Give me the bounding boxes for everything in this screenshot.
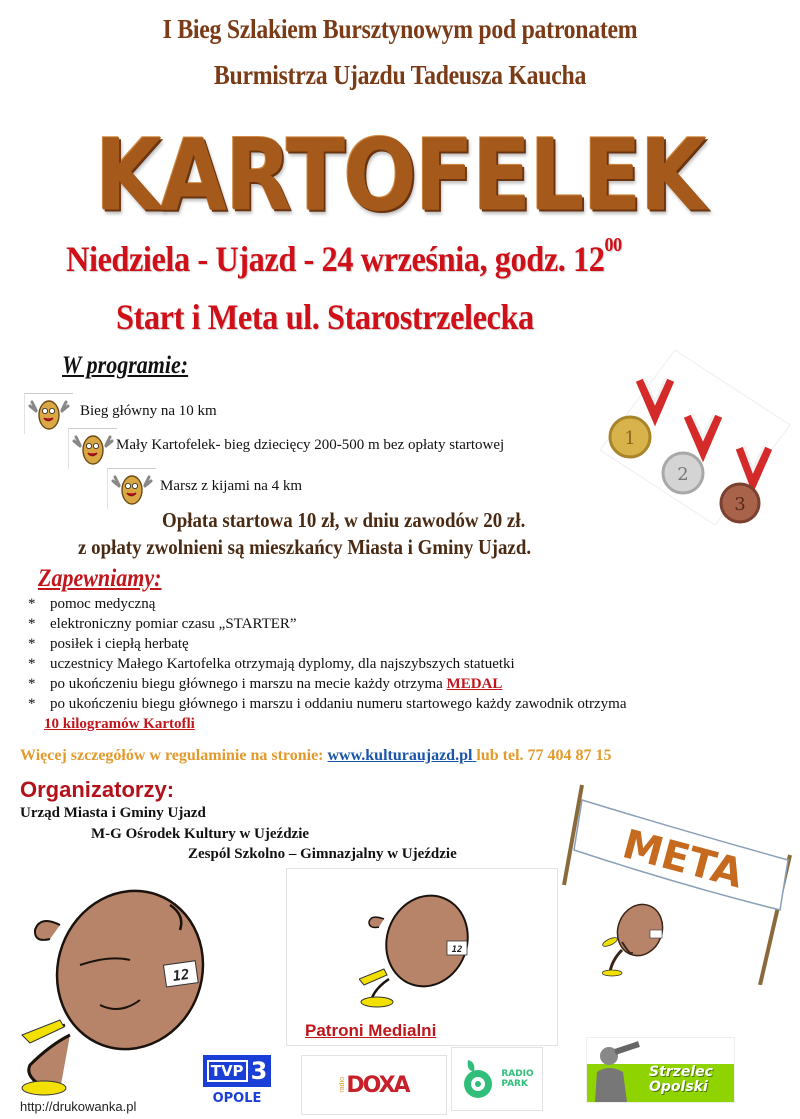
strzelec-opolski-logo[interactable] (586, 1037, 735, 1103)
radio-park-line2: PARK (501, 1079, 528, 1089)
svg-text:1: 1 (624, 428, 636, 449)
potato-mascot-icon (24, 393, 73, 434)
doxa-main: DOXA (346, 1072, 409, 1098)
info-line (20, 747, 612, 765)
provide-item (28, 676, 627, 696)
provide-item-text: po ukończeniu biegu głównego i marszu i oddaniu numeru startowego każdy zawodnik otrzyma (50, 696, 627, 712)
provide-item (28, 616, 627, 636)
runner-potato-large (20, 875, 210, 1110)
website-link[interactable]: www.kulturaujazd.pl (327, 747, 477, 764)
radio-park-line1: RADIO (501, 1069, 534, 1079)
provide-list (28, 596, 627, 736)
bullet: * (28, 656, 36, 672)
info-prefix: Więcej szczegółów w regulaminie na stronie: (20, 747, 328, 764)
time-superscript: 00 (604, 234, 622, 256)
runner-potato-medium (359, 889, 479, 1014)
radio-park-logo[interactable] (451, 1047, 543, 1111)
tvp-sub: OPOLE (212, 1091, 262, 1106)
program-item-3 (107, 468, 156, 509)
program-heading: W programie: (62, 352, 189, 379)
svg-text:12: 12 (451, 945, 463, 955)
provide-item-text: elektroniczny pomiar czasu „STARTER” (50, 616, 297, 632)
medal-highlight: MEDAL (446, 676, 503, 692)
doxa-small: radio (339, 1077, 347, 1093)
event-date-line (66, 234, 622, 280)
strzelec-line1: Strzelec (649, 1064, 713, 1080)
bullet: * (28, 616, 36, 632)
info-phone: lub tel. 77 404 87 15 (476, 747, 612, 764)
event-title: KARTOFELEK (94, 119, 706, 234)
bullet: * (28, 636, 36, 652)
radio-doxa-logo[interactable] (301, 1055, 447, 1115)
program-item-label: Marsz z kijami na 4 km (160, 478, 303, 494)
organizer-item: Zespól Szkolno – Gimnazjalny w Ujeździe (188, 846, 457, 862)
radio-park-icon (460, 1058, 496, 1100)
provide-item (28, 696, 627, 716)
organizer-item: Urząd Miasta i Gminy Ujazd (20, 805, 206, 821)
program-item-2 (68, 428, 117, 469)
media-patrons-heading: Patroni Medialni (305, 1021, 437, 1040)
svg-text:META: META (617, 821, 748, 898)
header-line-1: I Bieg Szlakiem Bursztynowym pod patronatem (162, 14, 638, 44)
fee-line-2: z opłaty zwolnieni są mieszkańcy Miasta i Gminy Ujazd. (78, 535, 532, 559)
organizer-item: M-G Ośrodek Kultury w Ujeździe (91, 826, 310, 842)
marksman-statue-icon (587, 1038, 647, 1102)
potatoes-highlight: 10 kilogramów Kartofli (44, 716, 195, 732)
svg-text:2: 2 (677, 464, 689, 485)
organizers-heading: Organizatorzy: (20, 777, 175, 802)
provide-item-text: uczestnicy Małego Kartofelka otrzymają dyplomy, dla najszybszych statuetki (50, 656, 515, 672)
bullet: * (28, 676, 36, 692)
tvp-number: 3 (250, 1057, 268, 1085)
runner-potato-small (602, 900, 672, 983)
strzelec-line2: Opolski (649, 1079, 708, 1095)
bullet: * (28, 596, 36, 612)
program-item-label: Bieg główny na 10 km (80, 403, 217, 419)
bullet: * (28, 696, 36, 712)
potato-mascot-icon (68, 428, 117, 469)
program-item-1 (24, 393, 73, 434)
svg-text:12: 12 (171, 966, 191, 985)
provide-item (28, 656, 627, 676)
provide-item-continuation (28, 716, 627, 736)
fee-line-1: Opłata startowa 10 zł, w dniu zawodów 20 zł. (162, 508, 526, 532)
provide-item-text: po ukończeniu biegu głównego i marszu na mecie każdy otrzyma (50, 676, 447, 692)
credit-url[interactable]: http://drukowanka.pl (20, 1099, 137, 1114)
provide-heading: Zapewniamy: (38, 565, 162, 592)
medals-illustration (580, 340, 795, 525)
tvp3-opole-logo[interactable] (203, 1055, 271, 1111)
media-patrons-panel (286, 868, 558, 1046)
provide-item (28, 636, 627, 656)
potato-mascot-icon (107, 468, 156, 509)
provide-item-text: posiłek i ciepłą herbatę (50, 636, 189, 652)
provide-item-text: pomoc medyczną (50, 596, 156, 612)
provide-item (28, 596, 627, 616)
finish-banner-illustration (560, 775, 800, 985)
program-item-label: Mały Kartofelek- bieg dziecięcy 200-500 m bez opłaty startowej (116, 437, 505, 453)
header-line-2: Burmistrza Ujazdu Tadeusza Kaucha (213, 60, 587, 90)
tvp-text: TVP (207, 1060, 248, 1082)
date-text: Niedziela - Ujazd - 24 września, godz. 12 (66, 239, 605, 279)
event-location-line: Start i Meta ul. Starostrzelecka (116, 297, 534, 337)
svg-text:3: 3 (734, 494, 746, 515)
